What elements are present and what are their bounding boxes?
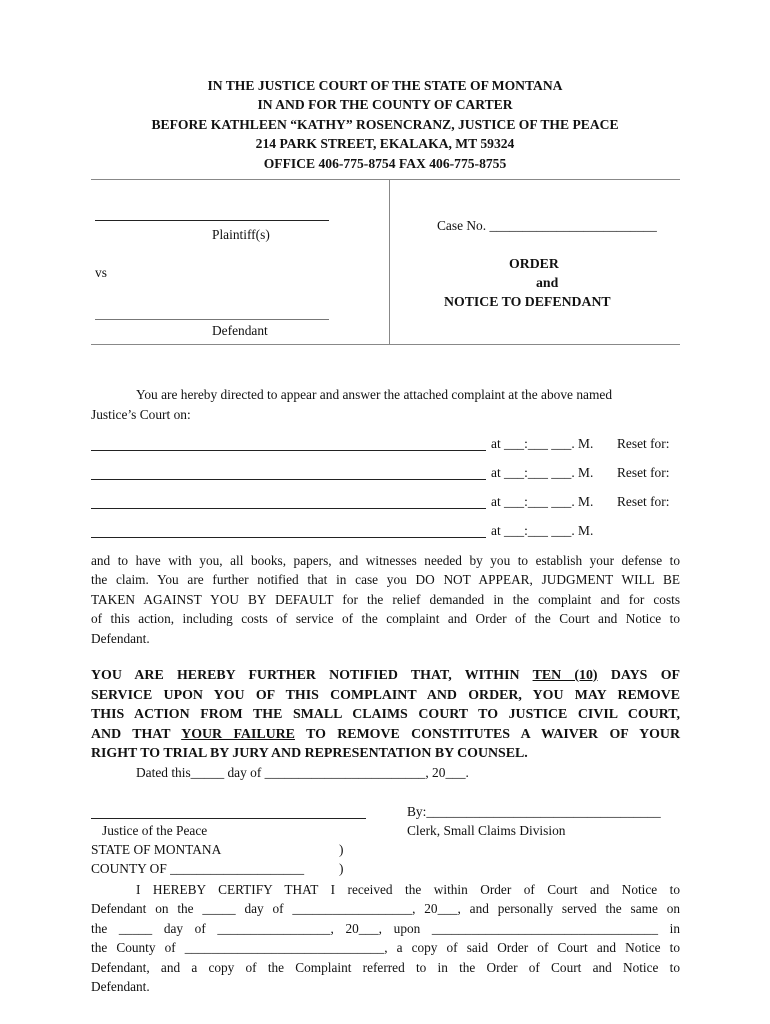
ten-days-emphasis: TEN (10) (532, 668, 598, 683)
certificate-line-2[interactable]: Defendant on the _____ day of __________________, 20___, and personally served the same on (91, 901, 680, 917)
caption-divider (389, 179, 390, 344)
notice-line-3: THIS ACTION FROM THE SMALL CLAIMS COURT TO JUSTICE CIVIL COURT, (91, 707, 680, 723)
instructions-line-4: of this action, including costs of service of the complaint and Order of the Court and Notice to (91, 611, 680, 627)
certificate-first-line (136, 880, 680, 899)
county-line: IN AND FOR THE COUNTY OF CARTER (257, 97, 513, 112)
certificate-paragraph (91, 899, 680, 996)
state-paren: ) (339, 842, 344, 857)
reset-for-label-1: Reset for: (617, 436, 670, 451)
plaintiff-label: Plaintiff(s) (212, 227, 270, 242)
justice-signature-line[interactable] (91, 818, 366, 819)
case-number-field[interactable]: Case No. _________________________ (437, 218, 657, 233)
directive-line-2: Justice’s Court on: (91, 407, 191, 422)
state-of-montana-label: STATE OF MONTANA (91, 842, 222, 857)
directive-line-1: You are hereby directed to appear and answer the attached complaint at the above named (136, 387, 613, 402)
plaintiff-name-line[interactable] (95, 220, 329, 221)
reset-for-label-3: Reset for: (617, 494, 670, 509)
appearance-time-4[interactable]: at ___:___ ___. M. (491, 523, 594, 538)
removal-notice (91, 666, 680, 764)
court-name: IN THE JUSTICE COURT OF THE STATE OF MONTANA (207, 78, 563, 93)
your-failure-emphasis: YOUR FAILURE (181, 726, 295, 742)
judge-line: BEFORE KATHLEEN “KATHY” ROSENCRANZ, JUSTICE OF THE PEACE (151, 117, 619, 132)
county-paren: ) (339, 861, 344, 876)
appearance-date-line-2[interactable] (91, 479, 486, 480)
instructions-line-2: the claim. You are further notified that in case you DO NOT APPEAR, JUDGMENT WILL BE (91, 572, 680, 588)
appearance-time-2[interactable]: at ___:___ ___. M. (491, 465, 594, 480)
appearance-date-line-3[interactable] (91, 508, 486, 509)
certificate-line-6: Defendant. (91, 978, 150, 994)
defendant-label: Defendant (212, 323, 268, 338)
county-of-field[interactable]: COUNTY OF ____________________ (91, 861, 305, 876)
certificate-line-4[interactable]: the County of ______________________________, a copy of said Order of Court and Notice to (91, 940, 680, 956)
defendant-name-line[interactable] (95, 319, 329, 320)
appearance-time-3[interactable]: at ___:___ ___. M. (491, 494, 594, 509)
appearance-date-line-1[interactable] (91, 450, 486, 451)
caption-bottom-rule (91, 344, 680, 345)
appearance-date-line-4[interactable] (91, 537, 486, 538)
reset-for-label-2: Reset for: (617, 465, 670, 480)
instructions-line-5: Defendant. (91, 630, 150, 646)
appearance-time-1[interactable]: at ___:___ ___. M. (491, 436, 594, 451)
notice-line-1: YOU ARE HEREBY FURTHER NOTIFIED THAT, WITHIN TEN (10) DAYS OF (91, 668, 680, 683)
document-title-order: ORDER (509, 256, 559, 271)
document-title-notice: NOTICE TO DEFENDANT (444, 294, 611, 309)
instructions-line-3: TAKEN AGAINST YOU BY DEFAULT for the relief demanded in the complaint and for costs (91, 591, 680, 607)
clerk-label: Clerk, Small Claims Division (407, 823, 566, 838)
notice-line-5: RIGHT TO TRIAL BY JURY AND REPRESENTATION BY COUNSEL. (91, 746, 528, 762)
dated-this-field[interactable]: Dated this_____ day of ________________________, 20___. (136, 765, 469, 780)
vs-label: vs (95, 265, 107, 280)
instructions-line-1: and to have with you, all books, papers, and witnesses needed by you to establish your defense to (91, 553, 680, 568)
certificate-line-5: Defendant, and a copy of the Complaint referred to in the Order of Court and Notice to (91, 959, 680, 975)
certificate-line-3[interactable]: the _____ day of _________________, 20___, upon __________________________________ in (91, 920, 680, 936)
instructions-paragraph (91, 551, 680, 648)
justice-of-peace-label: Justice of the Peace (102, 823, 208, 838)
address-line: 214 PARK STREET, EKALAKA, MT 59324 (255, 136, 515, 151)
clerk-by-signature-field[interactable]: By:___________________________________ (407, 804, 661, 819)
document-title-and: and (536, 275, 559, 290)
notice-line-4: AND THAT YOUR FAILURE TO REMOVE CONSTITUTES A WAIVER OF YOUR (91, 726, 680, 742)
caption-top-rule (91, 179, 680, 180)
notice-line-2: SERVICE UPON YOU OF THIS COMPLAINT AND ORDER, YOU MAY REMOVE (91, 687, 680, 703)
phone-fax-line: OFFICE 406-775-8754 FAX 406-775-8755 (263, 156, 507, 171)
certificate-line-1: I HEREBY CERTIFY THAT I received the within Order of Court and Notice to (136, 882, 680, 897)
